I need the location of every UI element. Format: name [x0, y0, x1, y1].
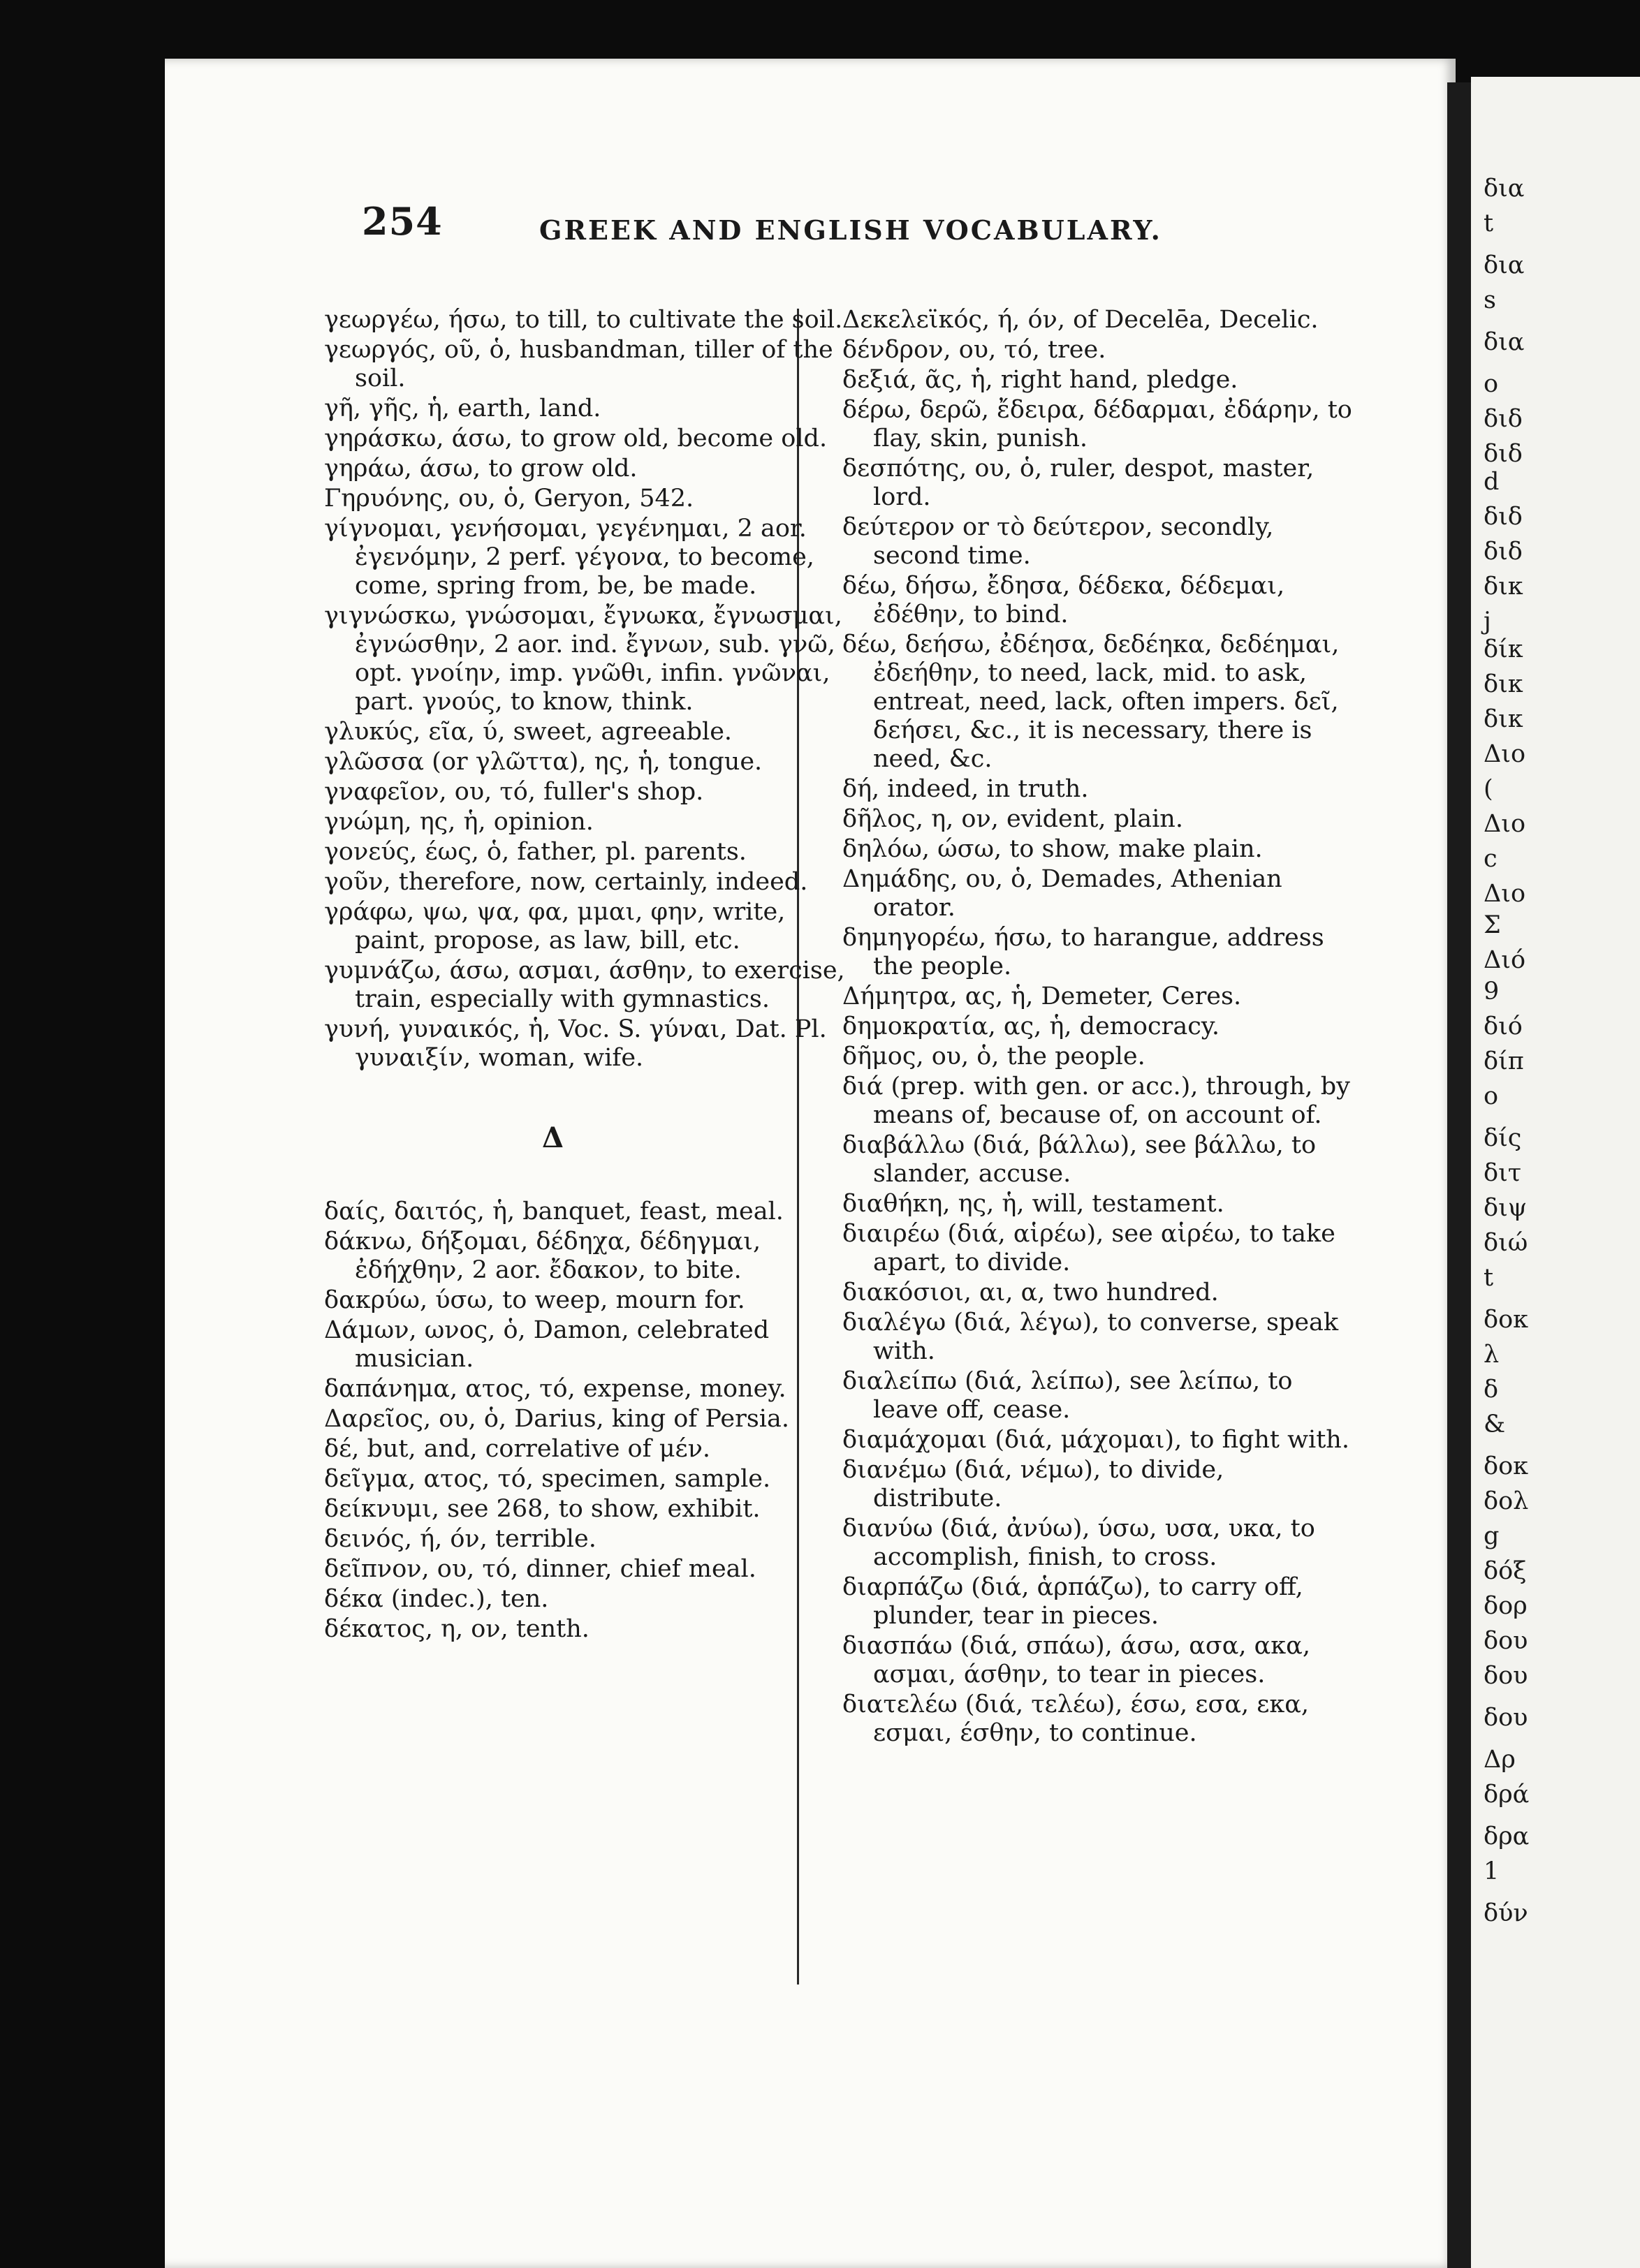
vocabulary-entry: δέω, δήσω, ἔδησα, δέδεκα, δέδεμαι, ἐδέθην, to bind. [842, 572, 1285, 628]
adjacent-page-fragment: διό [1484, 1012, 1523, 1040]
vocabulary-entry: Γηρυόνης, ου, ὁ, Geryon, 542. [324, 485, 694, 513]
vocabulary-entry: δεῖγμα, ατος, τό, specimen, sample. [324, 1465, 771, 1493]
vocabulary-entry: γράφω, ψω, ψα, φα, μμαι, φην, write, paint, propose, as law, bill, etc. [324, 898, 786, 955]
vocabulary-entry: δάκνω, δήξομαι, δέδηχα, δέδηγμαι, ἐδήχθην, 2 aor. ἔδακον, to bite. [324, 1228, 761, 1284]
vocabulary-entry: δένδρον, ου, τό, tree. [842, 336, 1106, 364]
adjacent-page-fragment: δικ [1484, 705, 1523, 733]
adjacent-page-fragment: δρα [1484, 1822, 1530, 1850]
adjacent-page-fragment: t [1484, 209, 1494, 237]
vocabulary-entry: διαλέγω (διά, λέγω), to converse, speak with. [842, 1309, 1339, 1365]
vocabulary-entry: διανύω (διά, ἀνύω), ύσω, υσα, υκα, to accomplish, finish, to cross. [842, 1515, 1315, 1571]
vocabulary-entry: Δημάδης, ου, ὁ, Demades, Athenian orator. [842, 865, 1282, 922]
adjacent-page-fragment: & [1484, 1411, 1506, 1438]
left-entries-top [324, 306, 845, 1073]
vocabulary-entry: γυμνάζω, άσω, ασμαι, άσθην, to exercise, train, especially with gymnastics. [324, 957, 845, 1013]
vocabulary-entry: δῆμος, ου, ὁ, the people. [842, 1043, 1145, 1070]
vocabulary-entry: διά (prep. with gen. or acc.), through, by means of, because of, on account of. [842, 1073, 1350, 1129]
vocabulary-entry: γεωργέω, ήσω, to till, to cultivate the soil. [324, 306, 843, 334]
vocabulary-entry: διακόσιοι, αι, α, two hundred. [842, 1279, 1219, 1306]
adjacent-page-fragment: δ [1484, 1376, 1499, 1404]
adjacent-page-fragment: c [1484, 845, 1498, 873]
adjacent-page-fragment: δοκ [1484, 1452, 1529, 1480]
vocabulary-entry: γίγνομαι, γενήσομαι, γεγένημαι, 2 aor. ἐγενόμην, 2 perf. γέγονα, to become, come, spring from, be, be made. [324, 515, 814, 600]
adjacent-page-fragment: διώ [1484, 1229, 1528, 1257]
adjacent-page-fragment: δύν [1484, 1899, 1528, 1927]
vocabulary-entry: διασπάω (διά, σπάω), άσω, ασα, ακα, ασμαι, άσθην, to tear in pieces. [842, 1632, 1310, 1688]
adjacent-page-fragment: δια [1484, 251, 1525, 279]
page-header [362, 199, 1172, 262]
vocabulary-entry: γῆ, γῆς, ἡ, earth, land. [324, 395, 601, 422]
adjacent-page-fragment: διψ [1484, 1194, 1528, 1222]
adjacent-page-fragment: Δρ [1484, 1746, 1516, 1774]
vocabulary-entry: διαθήκη, ης, ἡ, will, testament. [842, 1190, 1224, 1218]
vocabulary-entry: δαίς, δαιτός, ἡ, banquet, feast, meal. [324, 1198, 784, 1225]
running-title: GREEK AND ENGLISH VOCABULARY. [539, 214, 1162, 246]
vocabulary-entry: δεινός, ή, όν, terrible. [324, 1525, 596, 1553]
adjacent-page-fragment: Διό [1484, 946, 1526, 974]
adjacent-page-fragment: Διο [1484, 880, 1526, 908]
vocabulary-entry: γυνή, γυναικός, ἡ, Voc. S. γύναι, Dat. Pl. γυναιξίν, woman, wife. [324, 1015, 827, 1072]
vocabulary-entry: δημηγορέω, ήσω, to harangue, address the people. [842, 924, 1324, 980]
vocabulary-entry: γλυκύς, εῖα, ύ, sweet, agreeable. [324, 718, 733, 746]
adjacent-page-fragment: διδ [1484, 503, 1523, 531]
vocabulary-entry: γοῦν, therefore, now, certainly, indeed. [324, 868, 808, 896]
right-entries [842, 306, 1352, 1748]
adjacent-page-fragment: ( [1484, 775, 1493, 803]
adjacent-page-fragment: δια [1484, 328, 1525, 356]
adjacent-page-fragment: διτ [1484, 1159, 1522, 1187]
adjacent-page-fragment: δολ [1484, 1487, 1529, 1515]
vocabulary-entry: δή, indeed, in truth. [842, 775, 1089, 803]
vocabulary-entry: δῆλος, η, ον, evident, plain. [842, 805, 1183, 833]
adjacent-page-fragment: j [1484, 608, 1491, 635]
adjacent-page-fragment: o [1484, 1082, 1499, 1110]
adjacent-page-fragment: Σ [1484, 911, 1501, 939]
adjacent-page-fragment: δορ [1484, 1592, 1528, 1620]
vocabulary-entry: Δήμητρα, ας, ἡ, Demeter, Ceres. [842, 982, 1242, 1010]
adjacent-page-fragment: διδ [1484, 538, 1523, 566]
left-column [324, 306, 845, 1645]
vocabulary-entry: δέκα (indec.), ten. [324, 1585, 549, 1613]
adjacent-page-fragment: δίπ [1484, 1047, 1524, 1075]
adjacent-page-fragment: Διο [1484, 810, 1526, 838]
vocabulary-entry: δέ, but, and, correlative of μέν. [324, 1435, 710, 1463]
adjacent-page-fragment: διδ [1484, 440, 1523, 468]
right-column [842, 306, 1352, 1749]
vocabulary-entry: γηράσκω, άσω, to grow old, become old. [324, 425, 828, 452]
vocabulary-entry: Δεκελεϊκός, ή, όν, of Decelēa, Decelic. [842, 306, 1319, 334]
adjacent-page-fragment: Διο [1484, 740, 1526, 768]
page-number: 254 [362, 199, 443, 244]
adjacent-page-fragment: δρά [1484, 1781, 1530, 1809]
vocabulary-entry: διαμάχομαι (διά, μάχομαι), to fight with. [842, 1426, 1349, 1454]
vocabulary-entry: γεωργός, οῦ, ὁ, husbandman, tiller of the soil. [324, 336, 833, 392]
vocabulary-entry: διατελέω (διά, τελέω), έσω, εσα, εκα, εσμαι, έσθην, to continue. [842, 1691, 1309, 1747]
vocabulary-entry: γλῶσσα (or γλῶττα), ης, ἡ, tongue. [324, 748, 763, 776]
adjacent-page-fragment: δίκ [1484, 635, 1523, 663]
vocabulary-entry: διαλείπω (διά, λείπω), see λείπω, to leave off, cease. [842, 1367, 1293, 1424]
vocabulary-entry: δακρύω, ύσω, to weep, mourn for. [324, 1286, 745, 1314]
adjacent-page-fragment: 9 [1484, 978, 1500, 1006]
vocabulary-entry: δαπάνημα, ατος, τό, expense, money. [324, 1375, 786, 1403]
vocabulary-entry: γναφεῖον, ου, τό, fuller's shop. [324, 778, 704, 806]
vocabulary-entry: δέω, δεήσω, ἐδέησα, δεδέηκα, δεδέημαι, ἐδεήθην, to need, lack, mid. to ask, entreat, need, lack, often impers. δεῖ, δεήσει, &c., it is necessary, there is need, &c. [842, 631, 1340, 773]
adjacent-page-fragment: δίς [1484, 1124, 1522, 1152]
adjacent-page-fragment: g [1484, 1522, 1500, 1550]
vocabulary-entry: δημοκρατία, ας, ἡ, democracy. [842, 1012, 1220, 1040]
vocabulary-entry: γνώμη, ης, ἡ, opinion. [324, 808, 594, 836]
vocabulary-entry: Δάμων, ωνος, ὁ, Damon, celebrated musician. [324, 1316, 770, 1373]
vocabulary-entry: δείκνυμι, see 268, to show, exhibit. [324, 1495, 761, 1523]
vocabulary-entry: Δαρεῖος, ου, ὁ, Darius, king of Persia. [324, 1405, 789, 1433]
adjacent-page-fragment: δικ [1484, 573, 1523, 601]
adjacent-page-fragment: διδ [1484, 405, 1523, 433]
adjacent-page [1471, 77, 1640, 2268]
vocabulary-entry: διαβάλλω (διά, βάλλω), see βάλλω, to slander, accuse. [842, 1131, 1317, 1188]
adjacent-page-fragment: δικ [1484, 670, 1523, 698]
adjacent-page-fragment: δου [1484, 1662, 1528, 1690]
vocabulary-entry: δεξιά, ᾶς, ἡ, right hand, pledge. [842, 366, 1238, 394]
adjacent-page-fragment: λ [1484, 1341, 1500, 1369]
vocabulary-entry: γηράω, άσω, to grow old. [324, 455, 638, 483]
book-spine [1447, 82, 1471, 2268]
adjacent-page-fragment: s [1484, 286, 1496, 314]
vocabulary-entry: δεῖπνον, ου, τό, dinner, chief meal. [324, 1555, 756, 1583]
left-entries-bottom [324, 1198, 837, 1644]
vocabulary-entry: δέκατος, η, ον, tenth. [324, 1615, 590, 1643]
section-letter: Δ [541, 1121, 564, 1154]
vocabulary-entry: γιγνώσκω, γνώσομαι, ἔγνωκα, ἔγνωσμαι, ἐγνώσθην, 2 aor. ind. ἔγνων, sub. γνῶ, opt. γνοίην, imp. γνῶθι, infin. γνῶναι, part. γνούς, to know, think. [324, 602, 842, 716]
adjacent-page-fragment: d [1484, 468, 1500, 496]
vocabulary-entry: διανέμω (διά, νέμω), to divide, distribute. [842, 1456, 1224, 1512]
vocabulary-entry: δηλόω, ώσω, to show, make plain. [842, 835, 1263, 863]
vocabulary-entry: διαρπάζω (διά, ἁρπάζω), to carry off, plunder, tear in pieces. [842, 1573, 1303, 1630]
adjacent-page-fragment: δοκ [1484, 1306, 1529, 1334]
adjacent-page-fragment: δου [1484, 1627, 1528, 1655]
adjacent-page-fragment: δου [1484, 1704, 1528, 1732]
vocabulary-entry: γονεύς, έως, ὁ, father, pl. parents. [324, 838, 747, 866]
adjacent-page-fragment: δια [1484, 175, 1525, 202]
adjacent-page-fragment: o [1484, 370, 1499, 398]
vocabulary-entry: δεύτερον or τὸ δεύτερον, secondly, second time. [842, 513, 1274, 570]
vocabulary-entry: δεσπότης, ου, ὁ, ruler, despot, master, lord. [842, 455, 1315, 511]
adjacent-page-fragment: δόξ [1484, 1557, 1527, 1585]
vocabulary-entry: δέρω, δερῶ, ἔδειρα, δέδαρμαι, ἐδάρην, to flay, skin, punish. [842, 396, 1352, 452]
vocabulary-entry: διαιρέω (διά, αἱρέω), see αἱρέω, to take apart, to divide. [842, 1220, 1335, 1276]
adjacent-page-fragment: t [1484, 1264, 1494, 1292]
adjacent-page-fragment: 1 [1484, 1857, 1500, 1885]
